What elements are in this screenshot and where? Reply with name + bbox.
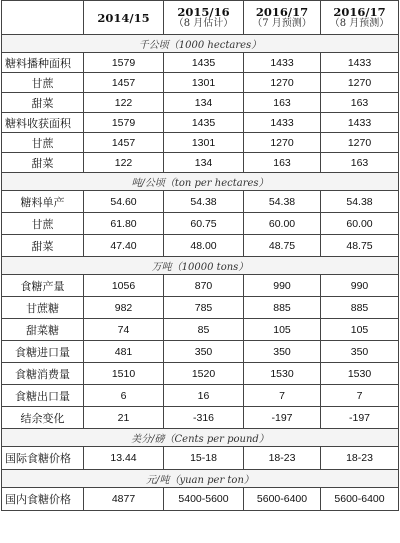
row-label: 食糖进口量: [2, 341, 84, 363]
cell: 982: [84, 297, 164, 319]
cell: 60.00: [244, 213, 321, 235]
row-label: 甜菜糖: [2, 319, 84, 341]
cell: 13.44: [84, 447, 164, 470]
row-label: 国际食糖价格: [2, 447, 84, 470]
table-row: [2, 73, 399, 93]
header-2016-17-july: [244, 1, 321, 35]
cell: 5600-6400: [321, 488, 399, 511]
cell: 1433: [244, 113, 321, 133]
cell: 16: [164, 385, 244, 407]
cell: 1457: [84, 133, 164, 153]
cell: 18-23: [244, 447, 321, 470]
cell: 60.75: [164, 213, 244, 235]
header-year: 2015/16: [177, 4, 230, 19]
cell: 18-23: [321, 447, 399, 470]
sugar-supply-demand-table: [1, 0, 399, 511]
cell: 54.38: [244, 191, 321, 213]
cell: 48.75: [244, 235, 321, 257]
table-row: [2, 153, 399, 173]
header-row: [2, 1, 399, 35]
header-2015-16: [164, 1, 244, 35]
table-row: [2, 191, 399, 213]
table-row: [2, 488, 399, 511]
header-year: 2016/17: [255, 4, 309, 19]
row-label: 甘蔗: [2, 133, 84, 153]
cell: 7: [321, 385, 399, 407]
cell: 105: [244, 319, 321, 341]
cell: 990: [321, 275, 399, 297]
cell: 6: [84, 385, 164, 407]
unit-row-cpp: 美分/磅（Cents per pound）: [2, 429, 399, 447]
cell: 105: [321, 319, 399, 341]
cell: -197: [244, 407, 321, 429]
cell: 1530: [244, 363, 321, 385]
table-row: [2, 93, 399, 113]
table-row: [2, 235, 399, 257]
cell: 47.40: [84, 235, 164, 257]
cell: 1433: [244, 53, 321, 73]
cell: 1270: [321, 133, 399, 153]
unit-row-tph: 吨/公顷（ton per hectares）: [2, 173, 399, 191]
table-row: [2, 133, 399, 153]
cell: 350: [164, 341, 244, 363]
cell: -316: [164, 407, 244, 429]
cell: 4877: [84, 488, 164, 511]
cell: 1270: [244, 133, 321, 153]
cell: 54.60: [84, 191, 164, 213]
cell: 870: [164, 275, 244, 297]
cell: 1435: [164, 53, 244, 73]
table-row: [2, 53, 399, 73]
cell: 85: [164, 319, 244, 341]
row-label: 甜菜: [2, 153, 84, 173]
row-label: 甘蔗: [2, 213, 84, 235]
unit-row-kha: 千公顷（1000 hectares）: [2, 35, 399, 53]
cell: 134: [164, 153, 244, 173]
cell: 1270: [244, 73, 321, 93]
cell: 48.00: [164, 235, 244, 257]
table-row: [2, 407, 399, 429]
cell: 7: [244, 385, 321, 407]
header-note: （8 月估计）: [173, 17, 234, 29]
cell: 785: [164, 297, 244, 319]
cell: 163: [321, 93, 399, 113]
row-label: 食糖产量: [2, 275, 84, 297]
cell: 481: [84, 341, 164, 363]
row-label: 甘蔗糖: [2, 297, 84, 319]
header-year: 2016/17: [333, 4, 386, 19]
header-note: （7 月预测）: [252, 17, 312, 29]
cell: 1301: [164, 133, 244, 153]
cell: 54.38: [321, 191, 399, 213]
cell: 1301: [164, 73, 244, 93]
cell: 885: [321, 297, 399, 319]
table-row: [2, 385, 399, 407]
cell: 122: [84, 93, 164, 113]
header-corner: [2, 1, 84, 35]
cell: 350: [321, 341, 399, 363]
cell: 1270: [321, 73, 399, 93]
row-label: 国内食糖价格: [2, 488, 84, 511]
cell: 60.00: [321, 213, 399, 235]
cell: 1579: [84, 113, 164, 133]
cell: 1510: [84, 363, 164, 385]
cell: 21: [84, 407, 164, 429]
cell: 1579: [84, 53, 164, 73]
row-label: 甘蔗: [2, 73, 84, 93]
cell: 1530: [321, 363, 399, 385]
cell: -197: [321, 407, 399, 429]
row-label: 食糖消费量: [2, 363, 84, 385]
table-row: [2, 363, 399, 385]
table-row: [2, 275, 399, 297]
cell: 1457: [84, 73, 164, 93]
cell: 61.80: [84, 213, 164, 235]
cell: 5400-5600: [164, 488, 244, 511]
unit-row-tt: 万吨（10000 tons）: [2, 257, 399, 275]
row-label: 甜菜: [2, 235, 84, 257]
cell: 1520: [164, 363, 244, 385]
cell: 54.38: [164, 191, 244, 213]
table-row: [2, 341, 399, 363]
header-2014-15: 2014/15: [84, 1, 164, 35]
cell: 885: [244, 297, 321, 319]
cell: 74: [84, 319, 164, 341]
row-label: 糖料播种面积: [2, 53, 84, 73]
cell: 163: [244, 93, 321, 113]
cell: 990: [244, 275, 321, 297]
table-row: [2, 113, 399, 133]
header-2016-17-aug: [321, 1, 399, 35]
row-label: 甜菜: [2, 93, 84, 113]
cell: 350: [244, 341, 321, 363]
row-label: 糖料收获面积: [2, 113, 84, 133]
cell: 1433: [321, 113, 399, 133]
cell: 48.75: [321, 235, 399, 257]
unit-row-ypt: 元/吨（yuan per ton）: [2, 470, 399, 488]
row-label: 结余变化: [2, 407, 84, 429]
row-label: 糖料单产: [2, 191, 84, 213]
table-row: [2, 447, 399, 470]
cell: 1433: [321, 53, 399, 73]
header-note: （8 月预测）: [329, 17, 390, 29]
row-label: 食糖出口量: [2, 385, 84, 407]
table-row: [2, 297, 399, 319]
cell: 1056: [84, 275, 164, 297]
cell: 163: [321, 153, 399, 173]
cell: 163: [244, 153, 321, 173]
cell: 122: [84, 153, 164, 173]
table-row: [2, 319, 399, 341]
cell: 5600-6400: [244, 488, 321, 511]
cell: 1435: [164, 113, 244, 133]
cell: 15-18: [164, 447, 244, 470]
cell: 134: [164, 93, 244, 113]
table-row: [2, 213, 399, 235]
